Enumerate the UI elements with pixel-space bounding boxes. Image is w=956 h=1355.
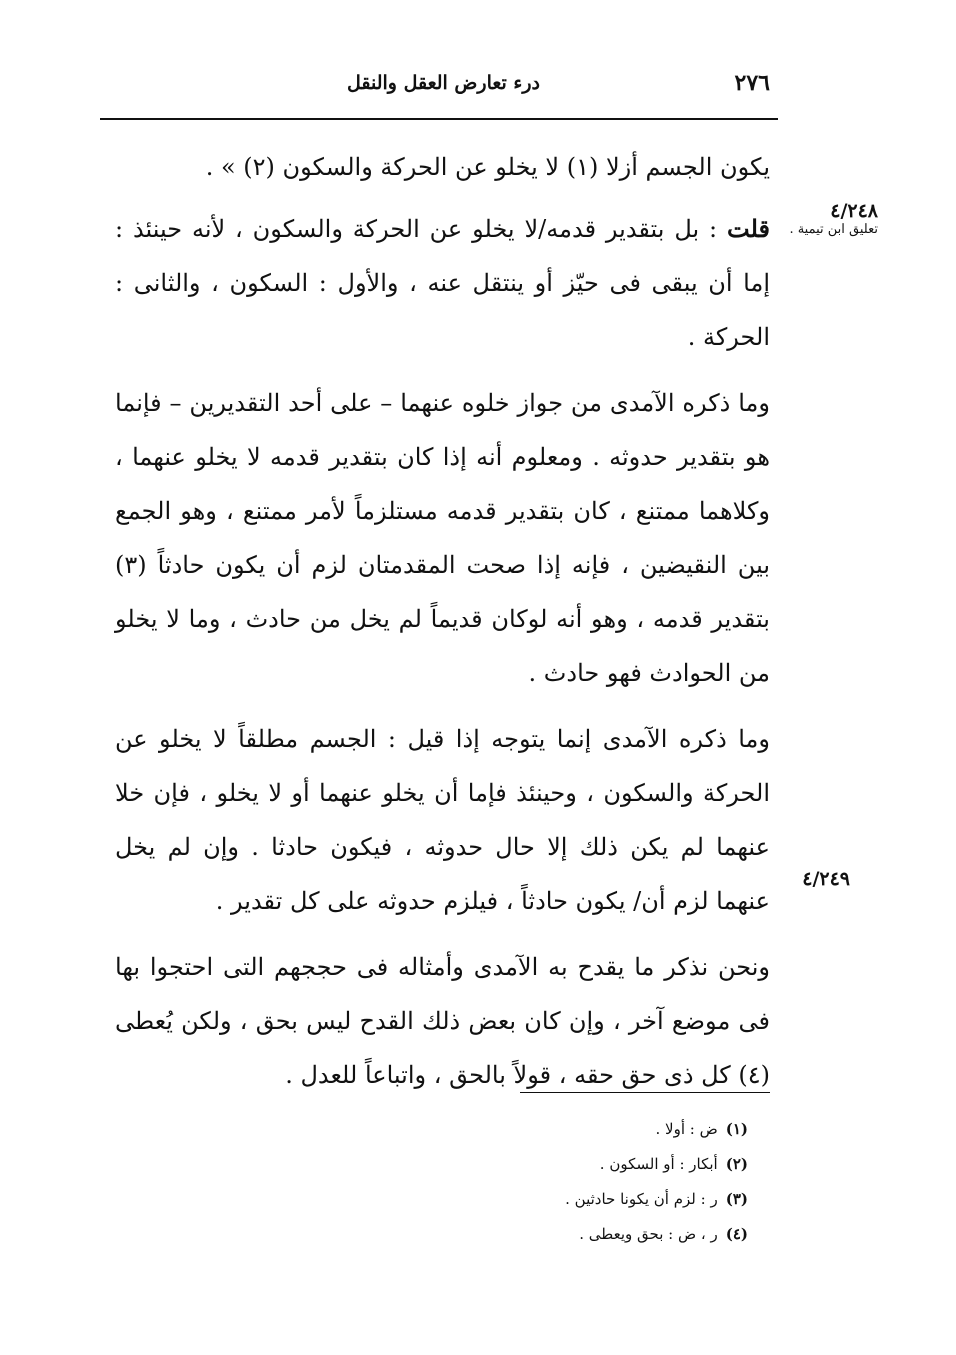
footnote-number: (٣) [725,1190,748,1208]
margin-note-page-ref [790,868,850,890]
page-number: ٢٧٦ [734,70,770,96]
header-rule [100,118,778,120]
paragraph-1: يكون الجسم أزلا (١) لا يخلو عن الحركة والسكون (٢) » . [205,153,770,181]
footnote-2 [400,1147,748,1182]
paragraph-4: وما ذكره الآمدى إنما يتوجه إذا قيل : الجسم مطلقاً لا يخلو عن الحركة والسكون ، وحينئذ فإما أن يخلو عنهما أو لا يخلو ، فإن خلا عنهما لم يكن ذلك إلا حال حدوثه ، فيكون حادثا . وإن لم يخل عنهما لزم أن/ يكون حادثاً ، فيلزم حدوثه على كل تقدير . [115,725,770,915]
margin-note-ref: ٤/٢٤٩ [802,868,850,890]
footnote-rule [520,1092,770,1093]
paragraph-5: ونحن نذكر ما يقدح به الآمدى وأمثاله فى حججهم التى احتجوا بها فى موضع آخر ، وإن كان بعض ذلك القدح ليس بحق ، ولكن يُعطى (٤) كل ذى حق حقه ، قولاً بالحق ، واتباعاً للعدل . [115,953,770,1089]
footnote-text: أبكار : أو السكون . [599,1155,718,1173]
footnote-number: (٤) [725,1225,748,1243]
paragraph-2-text: : بل بتقدير قدمه/لا يخلو عن الحركة والسكون ، لأنه حينئذ : إما أن يبقى فى حيّز أو ينتقل عنه ، والأول : السكون ، والثانى : الحركة . [115,215,770,351]
footnote-text: ر : لزم أن يكونا حادثين . [565,1190,718,1208]
footnote-text: ر ، ض : بحق ويعطى . [579,1225,718,1243]
footnote-3 [400,1182,748,1217]
footnote-1 [400,1112,748,1147]
margin-note-ref: ٤/٢٤٨ [830,200,878,222]
qult-lead: قلت [727,214,770,243]
footnote-4 [400,1217,748,1252]
footnote-text: ض : أولا . [655,1120,718,1138]
running-title: درء تعارض العقل والنقل [346,72,540,94]
margin-note-label: تعليق ابن تيمية . [789,222,878,237]
paragraph-2 [115,202,770,364]
page-header [200,62,770,102]
footnote-number: (١) [725,1120,748,1138]
footnotes [400,1112,748,1252]
margin-note-ibn-taymiyya [778,200,878,237]
paragraph-3: وما ذكره الآمدى من جواز خلوه عنهما – على أحد التقديرين – فإنما هو بتقدير حدوثه . ومعلوم أنه إذا كان بتقدير قدمه لا يخلو عنهما ، وكلاهما ممتنع ، كان بتقدير قدمه مستلزماً لأمر ممتنع ، وهو الجمع بين النقيضين ، فإنه إذا صحت المقدمتان لزم أن يكون حادثاً (٣) بتقدير قدمه ، وهو أنه لوكان قديماً لم يخل من حادث ، وما لا يخلو من الحوادث فهو حادث . [115,389,770,687]
main-text [115,140,770,1114]
footnote-number: (٢) [725,1155,748,1173]
